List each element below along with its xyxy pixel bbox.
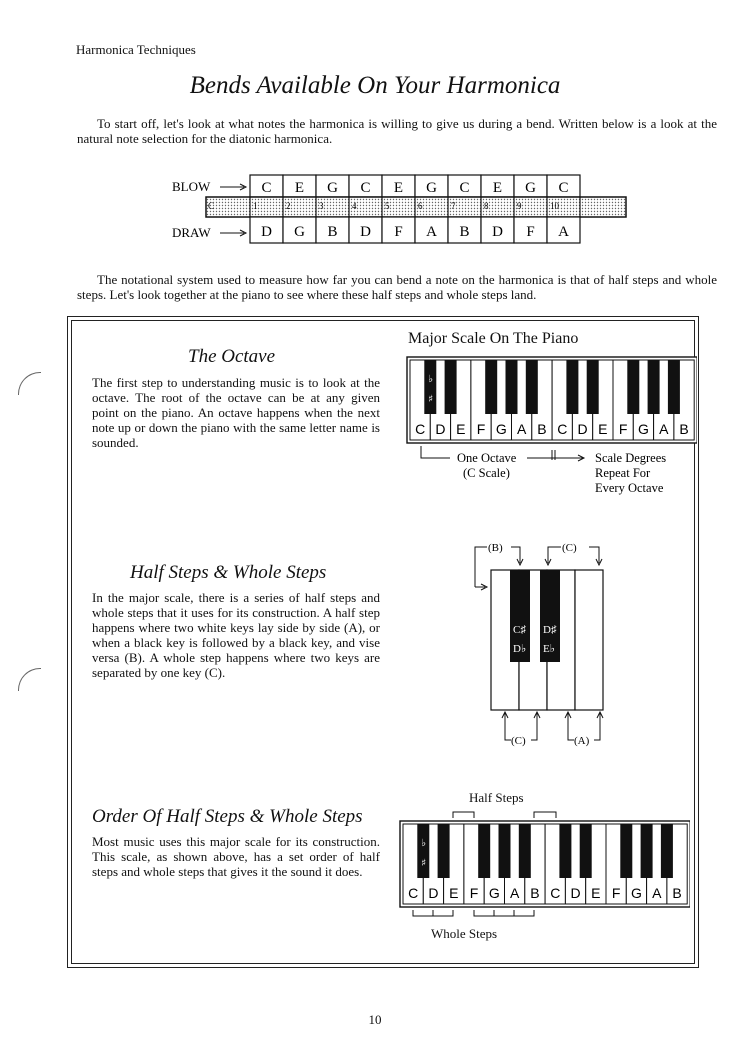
- key-note-label: E: [456, 421, 466, 437]
- flat-symbol: ♭: [421, 838, 427, 849]
- key-note-label: D: [577, 421, 588, 437]
- blow-label: BLOW: [172, 179, 211, 194]
- hole-number: 2: [286, 201, 291, 211]
- key-note-label: A: [509, 885, 520, 901]
- key-note-label: D: [570, 885, 581, 901]
- hole-number: 5: [385, 201, 390, 211]
- c-scale-label: (C Scale): [463, 466, 510, 480]
- blow-row: [250, 175, 580, 197]
- key-note-label: D: [428, 885, 439, 901]
- blow-note: E: [492, 180, 503, 196]
- one-octave-label: One Octave: [457, 451, 517, 465]
- black-key: [559, 824, 571, 878]
- blow-note: E: [294, 180, 305, 196]
- draw-note: D: [261, 224, 272, 240]
- scale-degrees-label: Every Octave: [595, 481, 664, 495]
- draw-note: F: [526, 224, 535, 240]
- blow-note: C: [360, 180, 371, 196]
- hole-number: 4: [352, 201, 357, 211]
- black-key: [661, 824, 673, 878]
- major-scale-title: Major Scale On The Piano: [408, 330, 579, 347]
- black-key: [499, 824, 511, 878]
- label-c-bottom: (C): [511, 735, 526, 747]
- key-note-label: B: [679, 421, 689, 437]
- harmonica-note-chart: [170, 165, 640, 250]
- black-key: [668, 360, 680, 414]
- hole-number: 10: [550, 201, 559, 211]
- page-number: 10: [368, 1012, 382, 1027]
- draw-label: DRAW: [172, 225, 211, 240]
- binder-hole-mark: [18, 668, 41, 691]
- hole-number: 6: [418, 201, 423, 211]
- draw-row: [250, 217, 580, 243]
- key-note-label: B: [530, 885, 540, 901]
- octave-body: The first step to understanding music is to look at the octave. The root of the octave can be at any given point on the piano. An octave happens when the next note up or down the piano with the same letter name is sounded.: [92, 375, 380, 450]
- intro-paragraph: To start off, let's look at what notes the harmonica is willing to give us during a bend. Written below is a look at the natural note selection for the diatonic harmonica.: [77, 116, 717, 146]
- whole-step-brackets: [413, 910, 534, 916]
- blow-note: E: [393, 180, 404, 196]
- blow-note: G: [426, 180, 437, 196]
- key-note-label: G: [631, 885, 642, 901]
- key-note-label: A: [659, 421, 669, 437]
- blow-arrow-icon: [220, 184, 246, 190]
- half-step-diagram: [465, 535, 625, 750]
- key-note-label: C: [408, 885, 419, 901]
- c-sharp-label: C♯: [513, 624, 526, 636]
- key-note-label: G: [638, 421, 649, 437]
- order-piano: [398, 806, 690, 926]
- e-flat-label: E♭: [543, 643, 555, 655]
- sharp-symbol: ♯: [428, 394, 434, 405]
- key-note-label: A: [516, 421, 527, 437]
- draw-note: D: [492, 224, 503, 240]
- black-key: [641, 824, 653, 878]
- blow-note: C: [558, 180, 569, 196]
- draw-note: B: [459, 224, 470, 240]
- black-key: [566, 360, 578, 414]
- whole-steps-label: Whole Steps: [431, 926, 498, 941]
- hole-number: 9: [517, 201, 522, 211]
- hole-number: 3: [319, 201, 324, 211]
- black-key: [424, 360, 436, 414]
- order-body: Most music uses this major scale for its construction. This scale, as shown above, has a set order of half steps and whole steps that gives it the sound it does.: [92, 834, 380, 879]
- black-key: [526, 360, 538, 414]
- comb-row: [206, 197, 626, 217]
- half-step-brackets: [453, 812, 556, 818]
- black-key: [620, 824, 632, 878]
- draw-note: A: [426, 224, 437, 240]
- hole-number: 8: [484, 201, 489, 211]
- blow-note: G: [327, 180, 338, 196]
- half-steps-label: Half Steps: [469, 790, 524, 805]
- blow-note: G: [525, 180, 536, 196]
- key-note-label: A: [652, 885, 662, 901]
- black-key: [445, 360, 457, 414]
- label-a: (A): [574, 735, 590, 747]
- black-key: [417, 824, 429, 878]
- key-note-label: F: [476, 421, 486, 437]
- scale-degrees-label: Repeat For: [595, 466, 651, 480]
- piano-intro-paragraph: The notational system used to measure how far you can bend a note on the harmonica is that of half steps and whole steps. Let's look together at the piano to see where these half steps and whole steps land.: [77, 272, 717, 302]
- half-whole-title: Half Steps & Whole Steps: [130, 562, 327, 583]
- blow-note: C: [261, 180, 272, 196]
- d-flat-label: D♭: [513, 643, 527, 655]
- blow-note: C: [459, 180, 470, 196]
- octave-title: The Octave: [188, 346, 276, 367]
- black-key: [485, 360, 497, 414]
- key-note-label: G: [495, 421, 507, 437]
- scale-degrees-label: Scale Degrees: [595, 451, 667, 465]
- draw-note: A: [558, 224, 569, 240]
- draw-arrow-icon: [220, 230, 246, 236]
- key-note-label: F: [611, 885, 621, 901]
- black-key: [587, 360, 599, 414]
- d-sharp-label: D♯: [543, 624, 557, 636]
- black-key: [580, 824, 592, 878]
- sharp-symbol: ♯: [421, 858, 427, 869]
- major-scale-piano: [405, 356, 697, 501]
- key-note-label: F: [469, 885, 479, 901]
- draw-note: B: [327, 224, 338, 240]
- black-key: [519, 824, 531, 878]
- key-label: C: [208, 201, 215, 211]
- key-note-label: E: [598, 421, 608, 437]
- draw-note: F: [394, 224, 403, 240]
- key-note-label: D: [435, 421, 446, 437]
- draw-note: G: [294, 224, 305, 240]
- hole-number: 7: [451, 201, 456, 211]
- hole-number: 1: [253, 201, 258, 211]
- label-b: (B): [488, 542, 503, 554]
- running-header: Harmonica Techniques: [76, 42, 196, 57]
- black-key: [478, 824, 490, 878]
- key-note-label: F: [618, 421, 628, 437]
- order-title: Order Of Half Steps & Whole Steps: [92, 806, 363, 827]
- key-note-label: B: [672, 885, 682, 901]
- draw-note: D: [360, 224, 371, 240]
- key-note-label: G: [488, 885, 500, 901]
- page-title: Bends Available On Your Harmonica: [189, 72, 561, 99]
- key-note-label: E: [591, 885, 601, 901]
- flat-symbol: ♭: [428, 374, 434, 385]
- black-key: [648, 360, 660, 414]
- binder-hole-mark: [18, 372, 41, 395]
- label-c-top: (C): [562, 542, 577, 554]
- key-note-label: E: [449, 885, 459, 901]
- key-note-label: C: [557, 421, 568, 437]
- white-key-f: [575, 570, 603, 710]
- half-whole-body: In the major scale, there is a series of half steps and whole steps that it uses for its construction. A half step happens where two white keys lay side by side (A), or when a black key is followed by a black key, and vise versa (B). A whole step happens where two keys are separated by one key (C).: [92, 590, 380, 680]
- black-key: [506, 360, 518, 414]
- black-key: [627, 360, 639, 414]
- key-note-label: B: [537, 421, 547, 437]
- key-note-label: C: [415, 421, 426, 437]
- black-key: [438, 824, 450, 878]
- key-note-label: C: [550, 885, 561, 901]
